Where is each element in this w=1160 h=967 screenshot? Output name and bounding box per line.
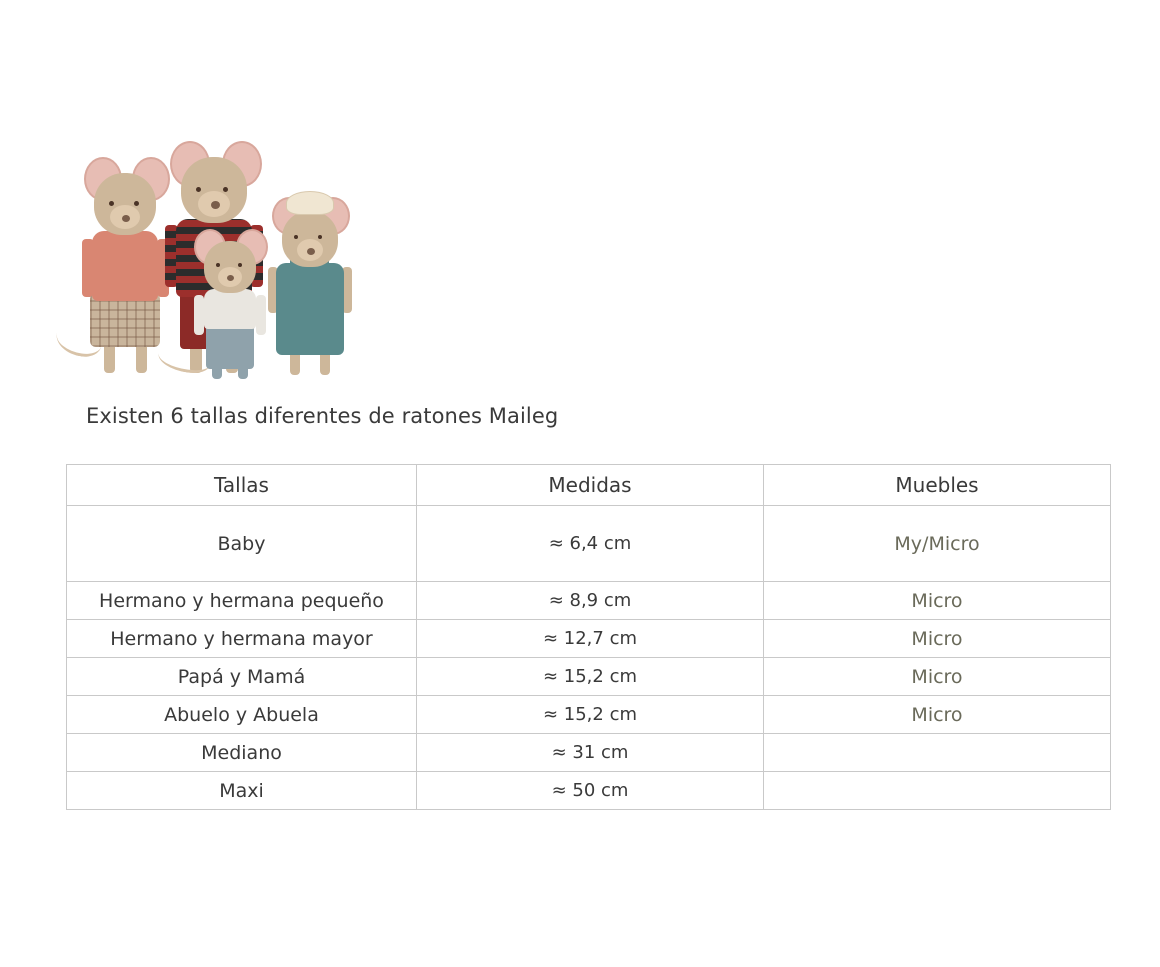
cell-medida: ≈ 31 cm xyxy=(417,734,764,772)
leg-left-shape xyxy=(104,343,115,373)
mouse-sister-figure xyxy=(264,193,356,375)
nose-shape xyxy=(227,275,234,281)
eye-left-shape xyxy=(109,201,114,206)
column-header-tallas: Tallas xyxy=(67,465,417,506)
table-head xyxy=(67,465,1111,506)
cell-medida: ≈ 6,4 cm xyxy=(417,506,764,582)
hair-bow-shape xyxy=(286,191,334,215)
table-row xyxy=(67,734,1111,772)
cell-talla: Mediano xyxy=(67,734,417,772)
cell-mueble: Micro xyxy=(764,620,1111,658)
trousers-shape xyxy=(206,325,254,369)
cell-talla: Hermano y hermana mayor xyxy=(67,620,417,658)
eye-left-shape xyxy=(294,235,298,239)
table-header-row xyxy=(67,465,1111,506)
nose-shape xyxy=(307,248,315,255)
cell-talla: Abuelo y Abuela xyxy=(67,696,417,734)
table-row xyxy=(67,620,1111,658)
skirt-shape xyxy=(90,295,160,347)
table-row xyxy=(67,506,1111,582)
cell-medida: ≈ 12,7 cm xyxy=(417,620,764,658)
maileg-mice-family-illustration xyxy=(68,140,368,385)
cell-mueble xyxy=(764,772,1111,810)
eye-right-shape xyxy=(134,201,139,206)
eye-right-shape xyxy=(223,187,228,192)
table-row xyxy=(67,582,1111,620)
leg-right-shape xyxy=(136,343,147,373)
cell-talla: Baby xyxy=(67,506,417,582)
shirt-shape xyxy=(204,289,256,329)
dress-shape xyxy=(276,263,344,355)
table-row xyxy=(67,696,1111,734)
eye-left-shape xyxy=(196,187,201,192)
eye-left-shape xyxy=(216,263,220,267)
cell-mueble: Micro xyxy=(764,658,1111,696)
mouse-size-table xyxy=(66,464,1111,810)
table-body xyxy=(67,506,1111,810)
cell-talla: Maxi xyxy=(67,772,417,810)
eye-right-shape xyxy=(318,235,322,239)
cell-mueble: My/Micro xyxy=(764,506,1111,582)
column-header-medidas: Medidas xyxy=(417,465,764,506)
cell-talla: Hermano y hermana pequeño xyxy=(67,582,417,620)
column-header-muebles: Muebles xyxy=(764,465,1111,506)
cell-medida: ≈ 15,2 cm xyxy=(417,658,764,696)
cell-mueble xyxy=(764,734,1111,772)
cell-talla: Papá y Mamá xyxy=(67,658,417,696)
table-row xyxy=(67,772,1111,810)
nose-shape xyxy=(122,215,130,222)
arm-left-shape xyxy=(194,295,204,335)
table-row xyxy=(67,658,1111,696)
cell-mueble: Micro xyxy=(764,696,1111,734)
cell-mueble: Micro xyxy=(764,582,1111,620)
cell-medida: ≈ 50 cm xyxy=(417,772,764,810)
eye-right-shape xyxy=(238,263,242,267)
cell-medida: ≈ 8,9 cm xyxy=(417,582,764,620)
arm-right-shape xyxy=(256,295,266,335)
caption-text: Existen 6 tallas diferentes de ratones Maileg xyxy=(86,404,559,428)
sweater-shape xyxy=(92,231,158,301)
cell-medida: ≈ 15,2 cm xyxy=(417,696,764,734)
mouse-little-brother-figure xyxy=(188,227,274,379)
nose-shape xyxy=(211,201,220,209)
